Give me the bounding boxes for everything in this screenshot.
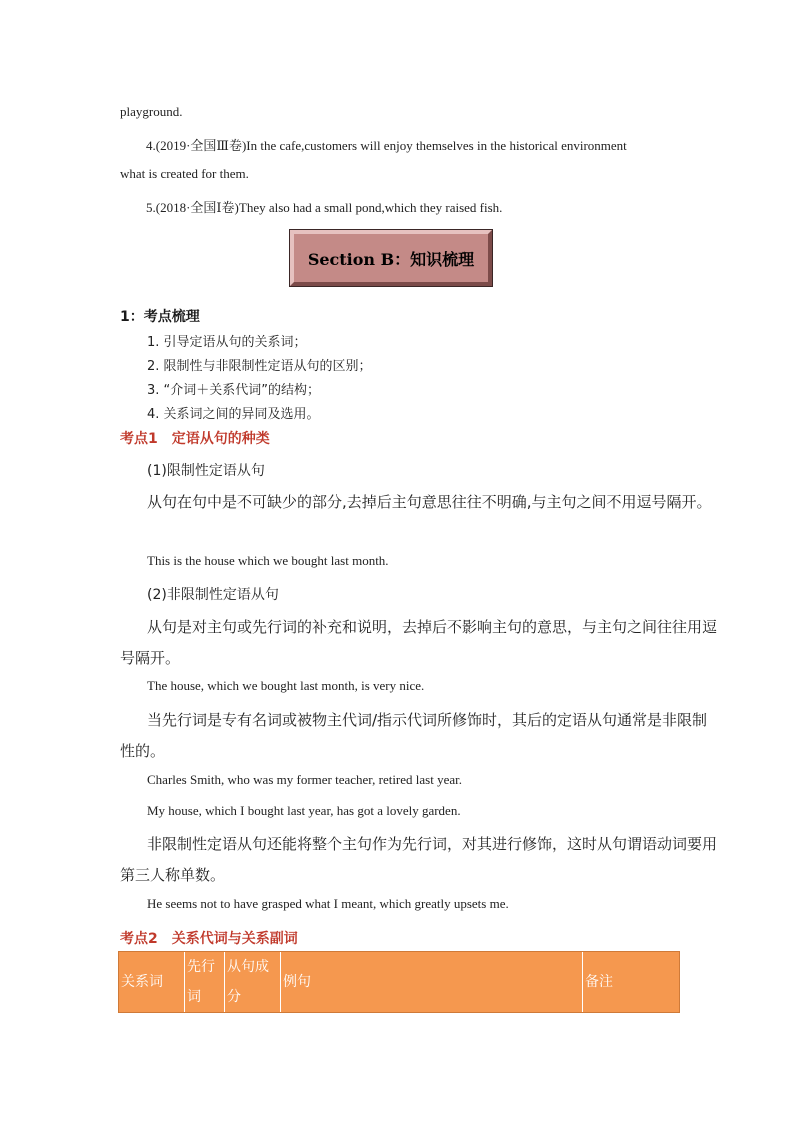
text-line: 4.(2019·全国Ⅲ卷)In the cafe,customers will enjoy themselves in the historical environment (146, 138, 627, 153)
paragraph: 从句在句中是不可缺少的部分,去掉后主句意思往往不明确,与主句之间不用逗号隔开。 (147, 493, 712, 511)
paragraph: 当先行词是专有名词或被物主代词/指示代词所修饰时，其后的定语从句通常是非限制 (147, 711, 708, 729)
points-item: 2. 限制性与非限制性定语从句的区别； (147, 359, 372, 374)
example-sentence: My house, which I bought last year, has got a lovely garden. (147, 803, 461, 818)
example-sentence: The house, which we bought last month, is very nice. (147, 678, 425, 693)
points-item: 3. “介词＋关系代词”的结构； (147, 383, 321, 398)
example-sentence: This is the house which we bought last month. (147, 553, 389, 568)
text-line: 5.(2018·全国Ⅰ卷)They also had a small pond,which they raised fish. (146, 200, 503, 215)
points-item: 1. 引导定语从句的关系词； (147, 335, 307, 350)
text-line: what is created for them. (120, 166, 249, 181)
kaodian1-title: 考点1 定语从句的种类 (120, 431, 270, 447)
table-header-cell: 先行 词 (185, 952, 225, 1012)
points-item: 4. 关系词之间的异同及选用。 (147, 407, 320, 422)
example-sentence: Charles Smith, who was my former teacher, retired last year. (147, 772, 462, 787)
points-heading: 1：考点梳理 (120, 309, 200, 325)
section-title: Section B：知识梳理 (307, 249, 475, 269)
kaodian2-title: 考点2 关系代词与关系副词 (120, 931, 298, 947)
paragraph: 第三人称单数。 (120, 866, 226, 884)
text-line: playground. (120, 104, 183, 119)
section-title-box (290, 230, 492, 286)
example-sentence: He seems not to have grasped what I meant, which greatly upsets me. (147, 896, 509, 911)
table-header-cell: 从句成 分 (225, 952, 281, 1012)
table-header-cell: 备注 (585, 974, 613, 990)
table-header-cell: 关系词 (119, 952, 185, 1012)
table-header-cell: 例句 (281, 952, 583, 1012)
paragraph: 性的。 (120, 742, 166, 760)
paragraph: 非限制性定语从句还能将整个主句作为先行词，对其进行修饰，这时从句谓语动词要用 (147, 835, 718, 853)
subheading: (1)限制性定语从句 (147, 463, 265, 479)
paragraph: 号隔开。 (120, 649, 181, 667)
paragraph: 从句是对主句或先行词的补充和说明，去掉后不影响主句的意思，与主句之间往往用逗 (147, 618, 718, 636)
relative-words-table (118, 951, 680, 1013)
subheading: (2)非限制性定语从句 (147, 587, 279, 603)
